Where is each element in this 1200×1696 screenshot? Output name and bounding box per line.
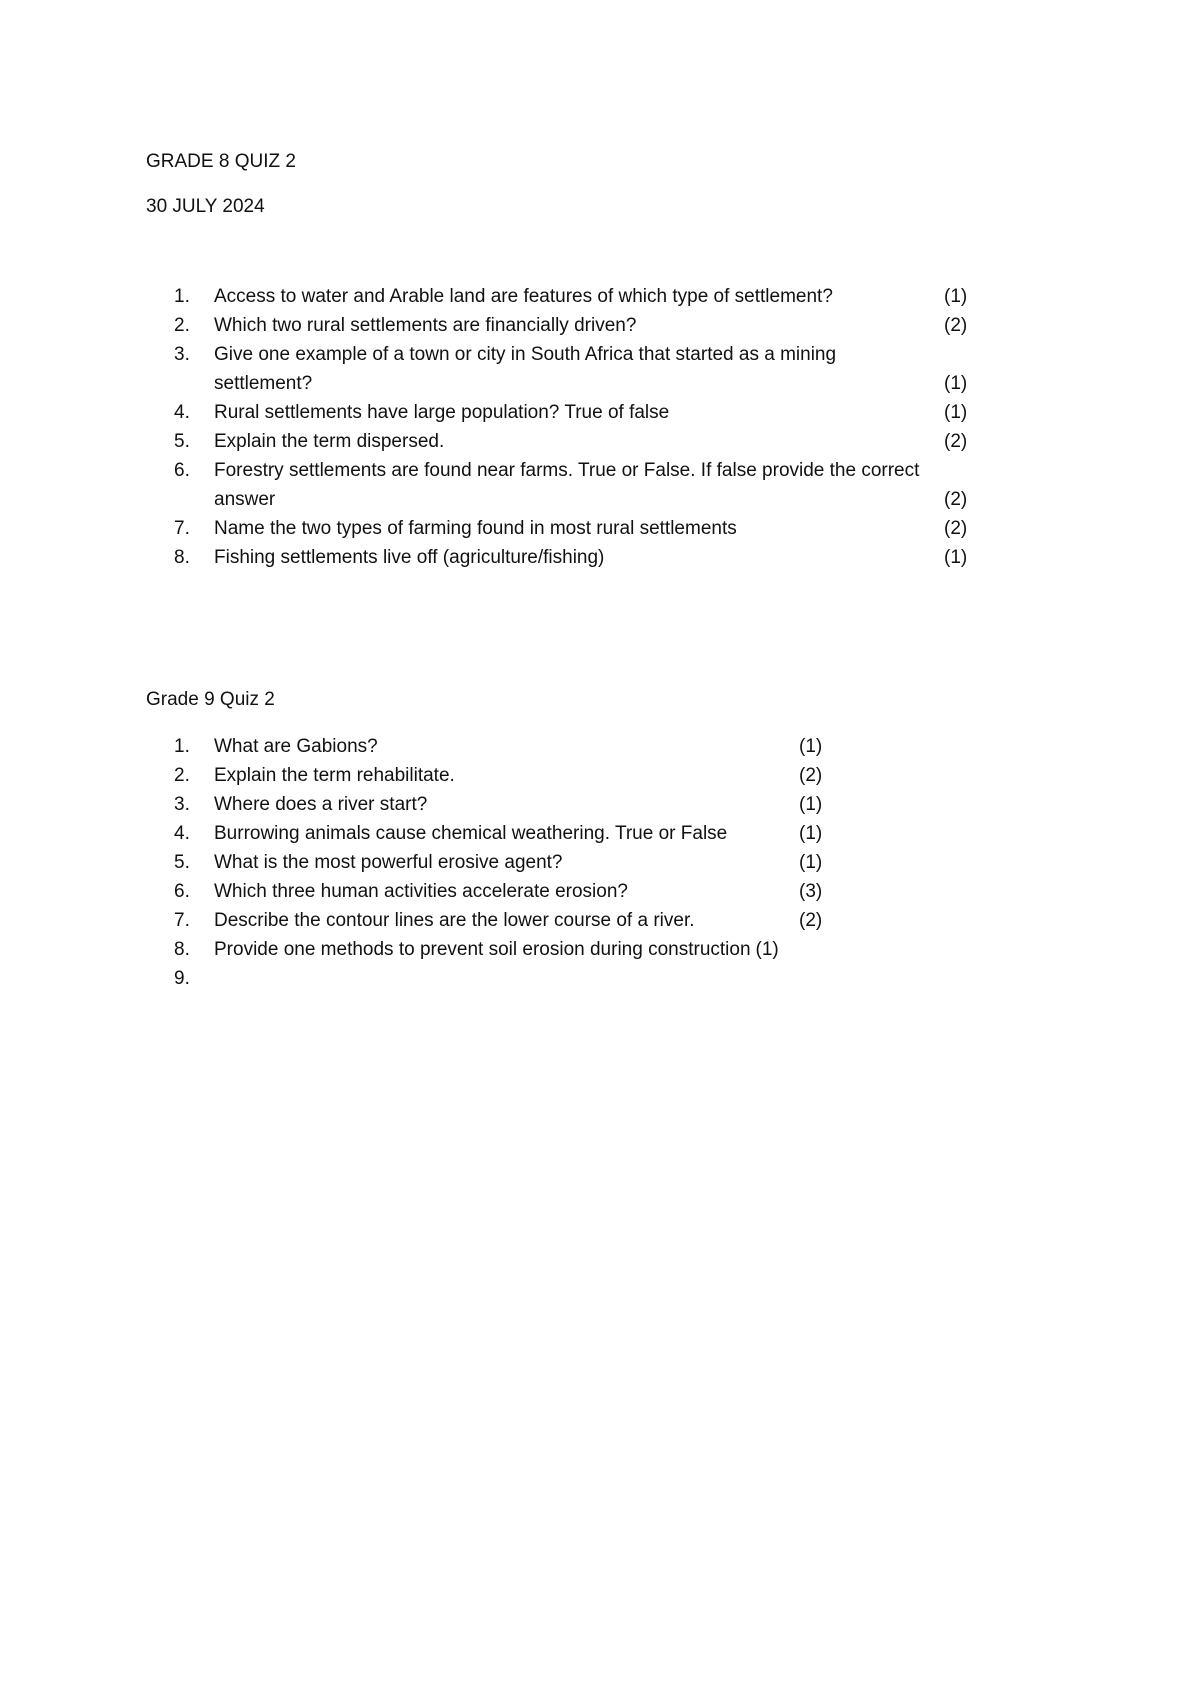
question-text: Fishing settlements live off (agriculture/fishing) (214, 547, 605, 568)
grade8-question-3 (146, 340, 986, 398)
question-number: 6. (174, 460, 190, 481)
question-number: 8. (174, 939, 190, 960)
question-number: 5. (174, 852, 190, 873)
question-number: 7. (174, 518, 190, 539)
question-marks: (1) (944, 547, 968, 568)
question-marks: (2) (944, 315, 968, 336)
question-number: 4. (174, 402, 190, 423)
question-text: Forestry settlements are found near farms. True or False. If false provide the correct answer (214, 460, 920, 510)
grade8-question-2 (146, 311, 986, 340)
question-number: 6. (174, 881, 190, 902)
grade9-question-8 (146, 935, 986, 964)
grade9-question-7 (146, 906, 986, 935)
question-marks: (1) (755, 939, 779, 960)
question-text: Which three human activities accelerate erosion? (214, 881, 628, 902)
question-number: 3. (174, 344, 190, 365)
question-text: Describe the contour lines are the lower course of a river. (214, 910, 695, 931)
grade8-question-5 (146, 427, 986, 456)
question-text: Provide one methods to prevent soil erosion during construction (214, 939, 751, 960)
grade9-question-2 (146, 761, 986, 790)
grade9-question-3 (146, 790, 986, 819)
question-marks: (1) (944, 373, 968, 394)
question-marks: (1) (799, 794, 823, 815)
question-marks: (2) (944, 489, 968, 510)
question-text: Explain the term rehabilitate. (214, 765, 455, 786)
question-text: Access to water and Arable land are features of which type of settlement? (214, 286, 833, 307)
question-number: 1. (174, 736, 190, 757)
question-marks: (1) (944, 402, 968, 423)
grade8-question-7 (146, 514, 986, 543)
grade9-question-6 (146, 877, 986, 906)
question-marks: (2) (799, 910, 823, 931)
grade8-question-list (146, 282, 986, 572)
question-number: 5. (174, 431, 190, 452)
grade9-question-9 (146, 964, 986, 993)
grade8-title: GRADE 8 QUIZ 2 (146, 151, 296, 172)
question-number: 4. (174, 823, 190, 844)
grade9-question-4 (146, 819, 986, 848)
question-marks: (2) (799, 765, 823, 786)
question-text: Rural settlements have large population? True of false (214, 402, 670, 423)
question-number: 9. (174, 968, 190, 989)
question-marks: (1) (799, 823, 823, 844)
question-number: 3. (174, 794, 190, 815)
grade8-question-6 (146, 456, 986, 514)
question-text: Give one example of a town or city in South Africa that started as a mining settlement? (214, 344, 837, 394)
question-text: What are Gabions? (214, 736, 378, 757)
question-text: Name the two types of farming found in most rural settlements (214, 518, 737, 539)
question-text: Which two rural settlements are financially driven? (214, 315, 637, 336)
question-marks: (1) (799, 736, 823, 757)
grade9-question-1 (146, 732, 986, 761)
question-marks: (3) (799, 881, 823, 902)
grade9-question-list (146, 732, 986, 993)
question-text: Explain the term dispersed. (214, 431, 445, 452)
question-text: Burrowing animals cause chemical weathering. True or False (214, 823, 728, 844)
question-marks: (1) (799, 852, 823, 873)
question-text: What is the most powerful erosive agent? (214, 852, 563, 873)
grade8-question-1 (146, 282, 986, 311)
grade9-question-5 (146, 848, 986, 877)
question-number: 2. (174, 765, 190, 786)
question-number: 2. (174, 315, 190, 336)
question-marks: (2) (944, 518, 968, 539)
question-marks: (1) (944, 286, 968, 307)
grade9-title: Grade 9 Quiz 2 (146, 689, 275, 710)
question-marks: (2) (944, 431, 968, 452)
question-number: 1. (174, 286, 190, 307)
question-number: 7. (174, 910, 190, 931)
grade8-question-4 (146, 398, 986, 427)
question-number: 8. (174, 547, 190, 568)
grade8-date: 30 JULY 2024 (146, 196, 265, 217)
question-text: Where does a river start? (214, 794, 428, 815)
grade8-question-8 (146, 543, 986, 572)
